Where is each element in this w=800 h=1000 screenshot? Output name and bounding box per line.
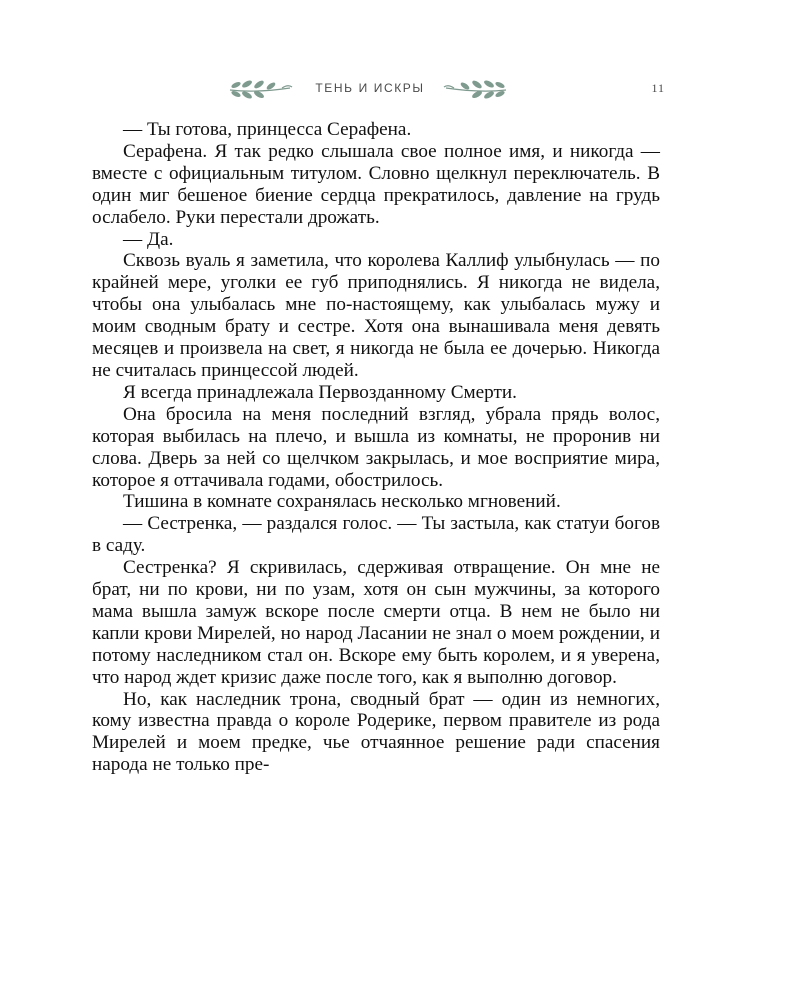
paragraph: Тишина в комнате сохранялась несколько мгновений.: [123, 491, 561, 513]
paragraph: Она бросила на меня последний взгляд, убрала прядь волос, которая выбилась на плечо, и вышла из комнаты, не проронив ни слова. Дверь за ней со щелчком закрылась, и мое восприятие мира, которое я оттачивала годами, обострилось.: [92, 403, 660, 491]
page-number: 11: [651, 81, 665, 95]
running-header: [0, 78, 800, 102]
laurel-branch-right-icon: [440, 78, 510, 102]
paragraph: — Ты готова, принцесса Серафена.: [123, 119, 412, 140]
paragraph: — Да.: [123, 228, 174, 250]
paragraph: Сквозь вуаль я заметила, что королева Каллиф улыбнулась — по крайней мере, уголки ее губ приподнялись. Я никогда не видела, чтобы она улыбалась мне по-настоящему, как улыбалась мужу и моим сводным брату и сестре. Хотя она вынашивала меня девять месяцев и произвела на свет, я никогда не была ее дочерью. Никогда не считалась принцессой людей.: [92, 250, 660, 381]
running-header-title: ТЕНЬ И ИСКРЫ: [315, 81, 425, 95]
paragraph: Сестренка? Я скривилась, сдерживая отвращение. Он мне не брат, ни по крови, ни по узам, хотя он сын мужчины, за которого мама вышла замуж вскоре после смерти отца. В нем не было ни капли крови Мирелей, но народ Ласании не знал о моем рождении, и потому наследником стал он. Вскоре ему быть королем, и я уверена, что народ ждет кризис даже после того, как я выполню договор.: [92, 557, 660, 688]
paragraph: Я всегда принадлежала Первозданному Смерти.: [123, 381, 517, 403]
chapter-body-text: [92, 119, 660, 776]
laurel-branch-left-icon: [226, 78, 296, 102]
paragraph: Но, как наследник трона, сводный брат — один из немногих, кому известна правда о короле Родерике, первом правителе из рода Мирелей и моем предке, чье отчаянное решение ради спасения народа не только пре-: [92, 688, 660, 776]
paragraph: — Сестренка, — раздался голос. — Ты застыла, как статуи богов в саду.: [92, 513, 660, 557]
paragraph: Серафена. Я так редко слышала свое полное имя, и никогда — вместе с официальным титулом. Словно щелкнул переключатель. В один миг бешеное биение сердца прекратилось, давление на грудь ослабело. Руки перестали дрожать.: [92, 140, 660, 228]
